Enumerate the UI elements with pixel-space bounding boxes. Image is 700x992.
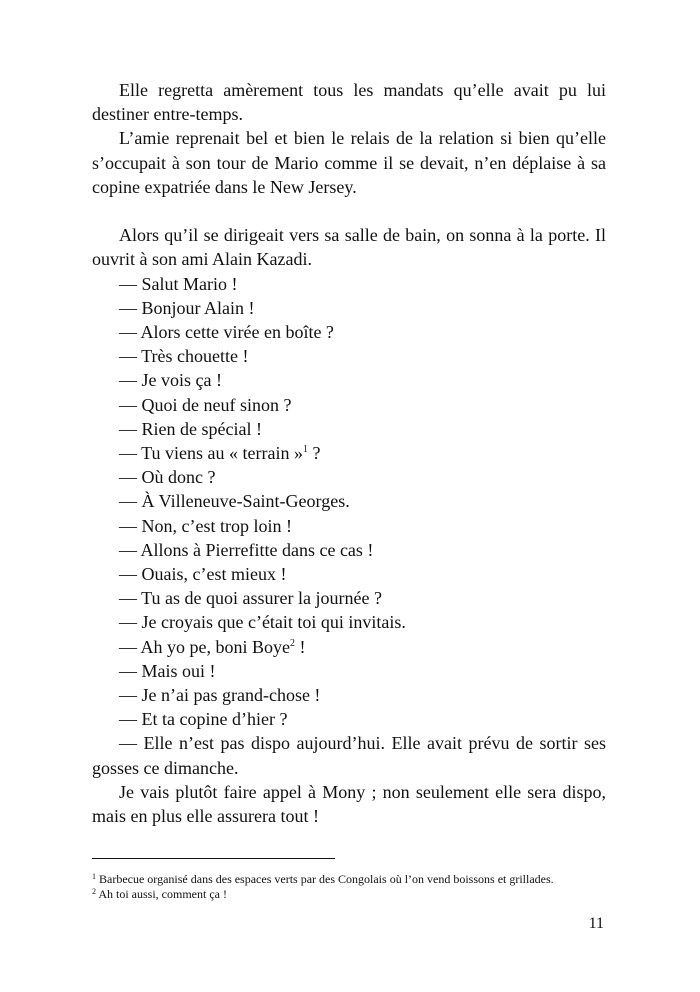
dialogue-line: — Salut Mario ! [119, 273, 238, 294]
footnotes [92, 872, 572, 902]
dialogue-line: — Ouais, c’est mieux ! [119, 564, 287, 585]
paragraph: Elle regretta amèrement tous les mandats qu’elle avait pu lui destiner entre-temps. [92, 80, 606, 125]
footnote [92, 887, 572, 902]
dialogue-line: — Où donc ? [119, 467, 216, 488]
footnote-text: Barbecue organisé dans des espaces verts par des Congolais où l’on vend boissons et grillades. [96, 872, 554, 886]
paragraph: L’amie reprenait bel et bien le relais de la relation si bien qu’elle s’occupait à son tour de Mario comme il se devait, n’en déplaise à sa copine expatriée dans le New Jersey. [92, 128, 606, 197]
dialogue-line: — Non, c’est trop loin ! [119, 515, 292, 536]
body-text [92, 78, 606, 828]
dialogue-text: ! [295, 636, 306, 657]
footnote-mark: 1 [92, 872, 96, 881]
footnote [92, 872, 572, 887]
dialogue-line: — Je n’ai pas grand-chose ! [119, 685, 321, 706]
dialogue-line: — Alors cette virée en boîte ? [119, 322, 334, 343]
dialogue-text: — Ah yo pe, boni Boye [119, 636, 290, 657]
dialogue-line: — Je vois ça ! [119, 370, 222, 391]
footnote-separator [92, 858, 335, 859]
dialogue-line: — Allons à Pierrefitte dans ce cas ! [119, 539, 374, 560]
dialogue-line: — Rien de spécial ! [119, 418, 262, 439]
dialogue-line: — Tu as de quoi assurer la journée ? [119, 588, 382, 609]
footnote-ref: 2 [290, 637, 295, 649]
paragraph: Alors qu’il se dirigeait vers sa salle de bain, on sonna à la porte. Il ouvrit à son ami Alain Kazadi. [92, 225, 606, 270]
dialogue-line: — À Villeneuve-Saint-Georges. [119, 491, 350, 512]
dialogue-line: — Très chouette ! [119, 346, 249, 367]
paragraph: — Elle n’est pas dispo aujourd’hui. Elle avait prévu de sortir ses gosses ce dimanche. [92, 733, 606, 778]
footnote-text: Ah toi aussi, comment ça ! [96, 887, 227, 901]
paragraph: Je vais plutôt faire appel à Mony ; non seulement elle sera dispo, mais en plus elle assurera tout ! [92, 781, 606, 827]
section-break [92, 199, 606, 223]
page-number: 11 [588, 915, 604, 932]
dialogue-line: — Quoi de neuf sinon ? [119, 394, 292, 415]
dialogue-text: ? [308, 443, 321, 464]
dialogue-text: — Tu viens au « terrain » [119, 443, 303, 464]
footnote-mark: 2 [92, 887, 96, 896]
footnote-ref: 1 [303, 444, 308, 456]
dialogue-line: — Je croyais que c’était toi qui invitais. [119, 612, 406, 633]
dialogue-line: — Mais oui ! [119, 660, 216, 681]
dialogue-line: — Et ta copine d’hier ? [119, 709, 288, 730]
dialogue-line: — Bonjour Alain ! [119, 297, 255, 318]
dialogue-line [92, 441, 606, 465]
dialogue-line [92, 635, 606, 659]
